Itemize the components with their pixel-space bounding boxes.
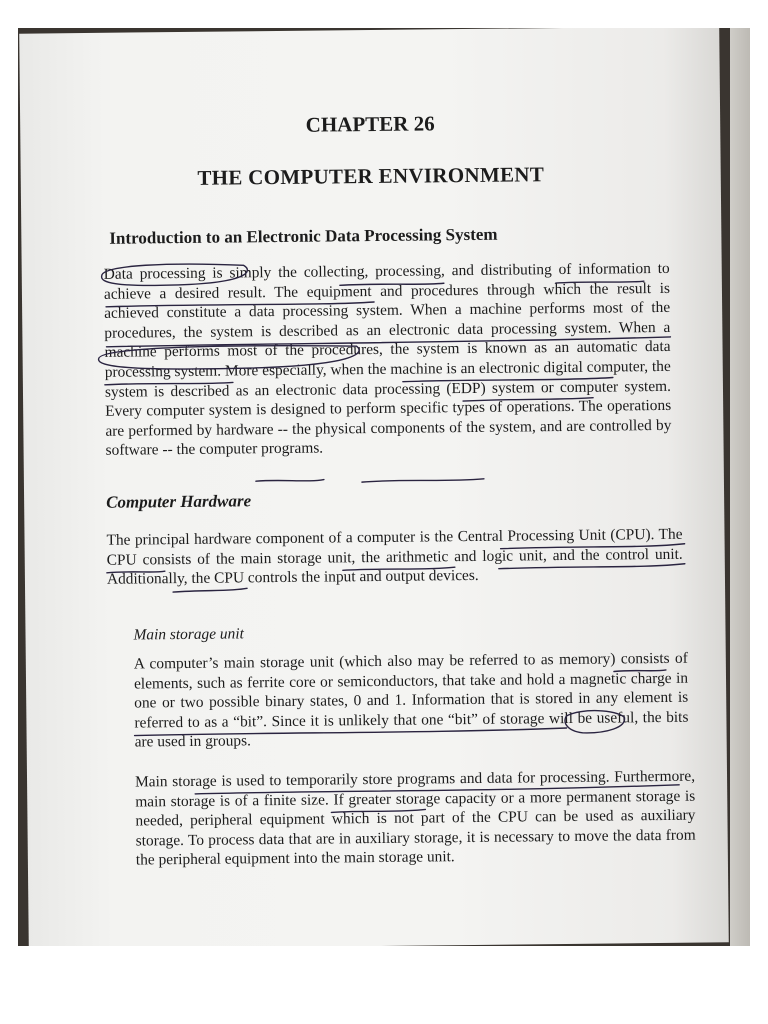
- intro-paragraph: Data processing is simply the collecting, processing, and distributing of information to achieve a desired result. The equipment and procedures through which the result is achieved constitute a data processing system. When a machine performs most of the procedures, the system is described as an electronic data processing system. When a machine performs most of the procedures, the system is known as an automatic data processing system. More especially, when the machine is an electronic digital computer, the system is described as an electronic data processing (EDP) system or computer system. Every computer system is designed to perform specific types of operations. The operations are performed by hardware -- the physical components of the system, and are controlled by software -- the computer programs.: [103, 259, 672, 460]
- chapter-title: THE COMPUTER ENVIRONMENT: [197, 162, 545, 190]
- hardware-paragraph: The principal hardware component of a computer is the Central Processing Unit (CPU). The CPU consists of the main storage unit, the arithmetic and logic unit, and the control unit. Additionally, the CPU controls the input and output devices.: [106, 525, 683, 588]
- page-edge: [730, 28, 750, 946]
- book-page: [19, 28, 729, 946]
- main-storage-heading: Main storage unit: [133, 625, 244, 644]
- hardware-heading: Computer Hardware: [106, 491, 252, 512]
- chapter-number: CHAPTER 26: [305, 111, 435, 137]
- underline-annotation: [362, 479, 484, 482]
- underline-annotation: [173, 588, 247, 592]
- underline-annotation: [256, 480, 324, 482]
- photo-frame: [18, 28, 750, 946]
- main-storage-paragraph-1: A computer’s main storage unit (which also may be referred to as memory) consists of elements, such as ferrite core or semiconductors, that take and hold a magnetic charge in one or two possible binary states, 0 and 1. Information that is stored in any element is referred to as a “bit”. Since it is unlikely that one “bit” of storage will be useful, the bits are used in groups.: [133, 649, 689, 751]
- main-storage-paragraph-2: Main storage is used to temporarily store programs and data for processing. Furthermore, main storage is of a finite size. If greater storage capacity or a more permanent storage is needed, peripheral equipment which is not part of the CPU can be used as auxiliary storage. To process data that are in auxiliary storage, it is necessary to move the data from the peripheral equipment into the main storage unit.: [134, 767, 696, 869]
- intro-heading: Introduction to an Electronic Data Processing System: [109, 224, 498, 248]
